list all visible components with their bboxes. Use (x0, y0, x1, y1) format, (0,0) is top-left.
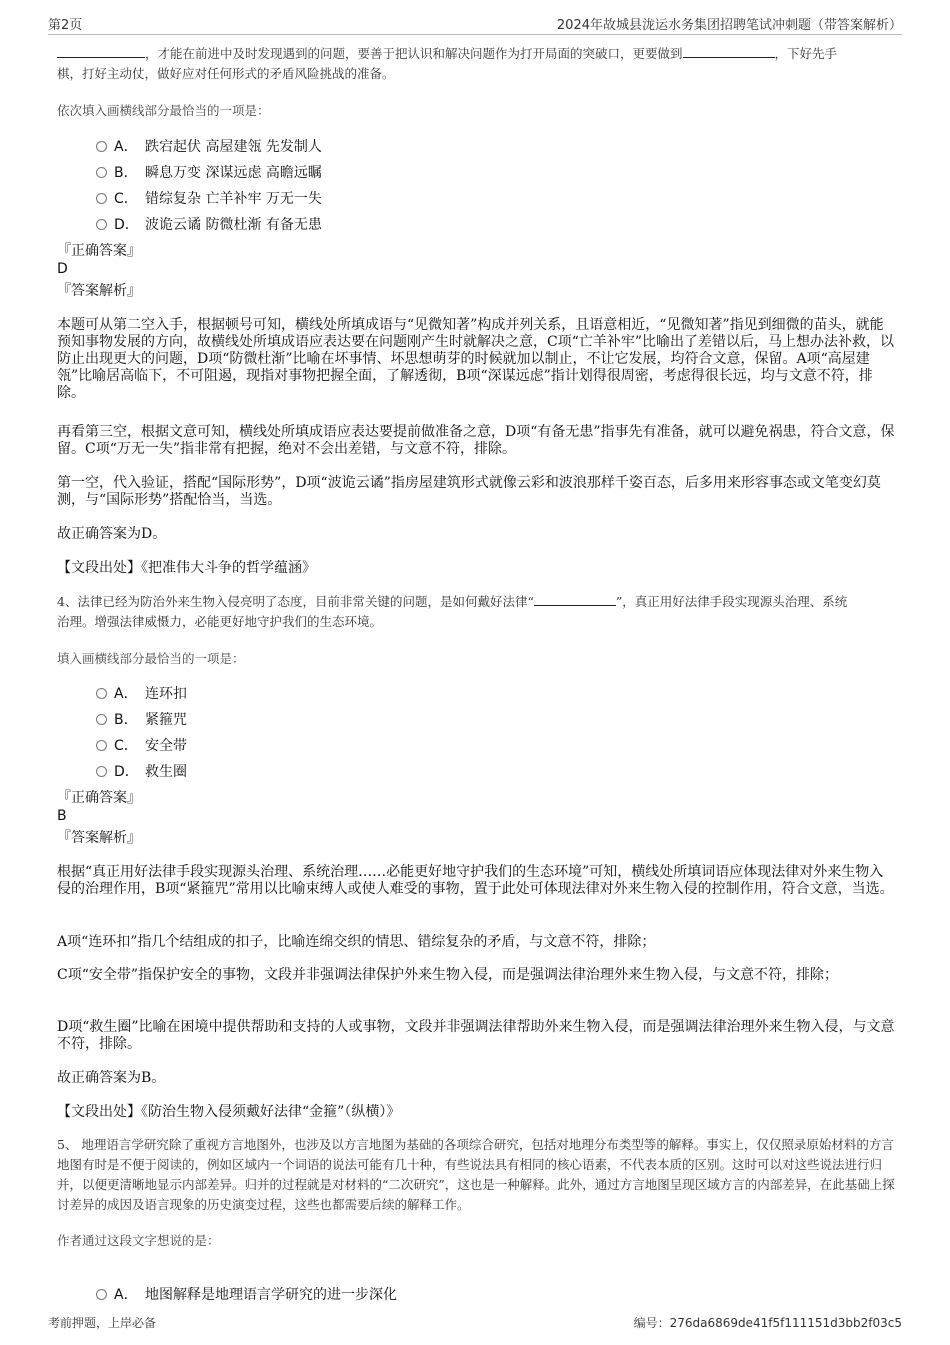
q4-analysis-paragraph: C项“安全带”指保护安全的事物，文段并非强调法律保护外来生物入侵，而是强调法律治理外来生物入侵，与文意不符，排除； (57, 967, 839, 983)
q3-analysis-paragraph: 本题可从第二空入手，根据顿号可知，横线处所填成语与“见微知著”构成并列关系，且语意相近，“见微知著”指见到细微的苗头，就能预知事物发展的方向，故横线处所填成语应表达要在问题刚产生时就解决之意，C项“亡羊补牢”比喻出了差错以后，马上想办法补救，以防止出现更大的问题，D项“防微杜渐”比喻在坏事情、坏思想萌芽的时候就加以制止，不让它发展，均符合文意，保留。A项“高屋建瓴”比喻居高临下，不可阻遏，现指对事物把握全面，了解透彻，B项“深谋远虑”指计划得很周密，考虑得很长远，均与文意不符，排除。 (57, 317, 895, 401)
q5-stem: 5、 地理语言学研究除了重视方言地图外，也涉及以方言地图为基础的各项综合研究，包括对地理分布类型等的解释。事实上，仅仅照录原始材料的方言地图有时是不便于阅读的，例如区域内一个词语的说法可能有几十种，有些说法具有相同的核心语素，不代表本质的区别。这时可以对这些说法进行归并，以便更清晰地显示内部差异。归并的过程就是对材料的“二次研究”，这也是一种解释。此外，通过方言地图呈现区域方言的内部差异，在此基础上探讨差异的成因及语言现象的历史演变过程，这些也都需要后续的解释工作。 (57, 1137, 895, 1212)
radio-button[interactable] (96, 167, 107, 178)
document-id: 编号：276da6869de41f5f111151d3bb2f03c5 (633, 1316, 902, 1330)
blank-1 (57, 45, 145, 58)
blank (534, 593, 616, 606)
radio-button[interactable] (96, 193, 107, 204)
q3-source: 【文段出处】《把准伟大斗争的哲学蕴涵》 (57, 560, 316, 576)
q3-analysis-paragraph: 第一空，代入验证，搭配“国际形势”，D项“波诡云谲”指房屋建筑形式就像云彩和波浪那样千姿百态，后多用来形容事态或文笔变幻莫测，与“国际形势”搭配恰当，当选。 (57, 475, 881, 508)
radio-button[interactable] (96, 1289, 107, 1300)
radio-button[interactable] (96, 714, 107, 725)
q3-analysis-label: 『答案解析』 (57, 283, 141, 299)
q4-analysis-label: 『答案解析』 (57, 830, 141, 846)
document-title: 2024年故城县泷运水务集团招聘笔试冲刺题（带答案解析） (556, 18, 902, 33)
page-footer (48, 1314, 902, 1332)
q3-conclusion: 故正确答案为D。 (57, 526, 167, 542)
radio-button[interactable] (96, 141, 107, 152)
page-number: 第2页 (48, 18, 83, 33)
q3-answer-label: 『正确答案』 (57, 243, 141, 259)
radio-button[interactable] (96, 740, 107, 751)
blank-2 (683, 45, 775, 58)
q4-stem: 4、法律已经为防治外来生物入侵亮明了态度，目前非常关键的问题，是如何戴好法律“ ”，真正用好法律手段实现源头治理、系统 治理。增强法律威慑力，必能更好地守护我们的生态环境。 (57, 594, 848, 629)
q5-prompt: 作者通过这段文字想说的是： (57, 1233, 220, 1248)
q4-analysis-paragraph: 根据“真正用好法律手段实现源头治理、系统治理……必能更好地守护我们的生态环境”可知，横线处所填词语应体现法律对外来生物入侵的治理作用，B项“紧箍咒”常用以比喻束缚人或使人难受的事物，置于此处可体现法律对外来生物入侵的控制作用，符合文意，当选。 (57, 864, 894, 897)
q3-prompt: 依次填入画横线部分最恰当的一项是： (57, 103, 270, 118)
q4-conclusion: 故正确答案为B。 (57, 1070, 166, 1086)
q3-answer: D (57, 261, 68, 277)
q3-analysis-paragraph: 再看第三空，根据文意可知，横线处所填成语应表达要提前做准备之意，D项“有备无患”指事先有准备，就可以避免祸患，符合文意，保留。C项“万无一失”指非常有把握，绝对不会出差错，与文意不符，排除。 (57, 424, 895, 457)
q4-source: 【文段出处】《防治生物入侵须戴好法律“金箍”（纵横）》 (57, 1104, 401, 1120)
page-header (48, 14, 902, 35)
q4-prompt: 填入画横线部分最恰当的一项是： (57, 651, 245, 666)
radio-button[interactable] (96, 219, 107, 230)
radio-button[interactable] (96, 688, 107, 699)
q4-analysis-paragraph: D项“救生圈”比喻在困境中提供帮助和支持的人或事物，文段并非强调法律帮助外来生物入侵，而是强调法律治理外来生物入侵，与文意不符，排除。 (57, 1019, 895, 1052)
q4-analysis-paragraph: A项“连环扣”指几个结组成的扣子，比喻连绵交织的情思、错综复杂的矛盾，与文意不符，排除； (57, 934, 656, 950)
q4-answer-label: 『正确答案』 (57, 790, 141, 806)
q3-stem: ，才能在前进中及时发现遇到的问题，要善于把认识和解决问题作为打开局面的突破口，更要做到 ，下好先手 棋，打好主动仗，做好应对任何形式的矛盾风险挑战的准备。 (57, 46, 838, 81)
radio-button[interactable] (96, 766, 107, 777)
q4-answer: B (57, 808, 67, 824)
footer-slogan: 考前押题，上岸必备 (48, 1316, 157, 1330)
